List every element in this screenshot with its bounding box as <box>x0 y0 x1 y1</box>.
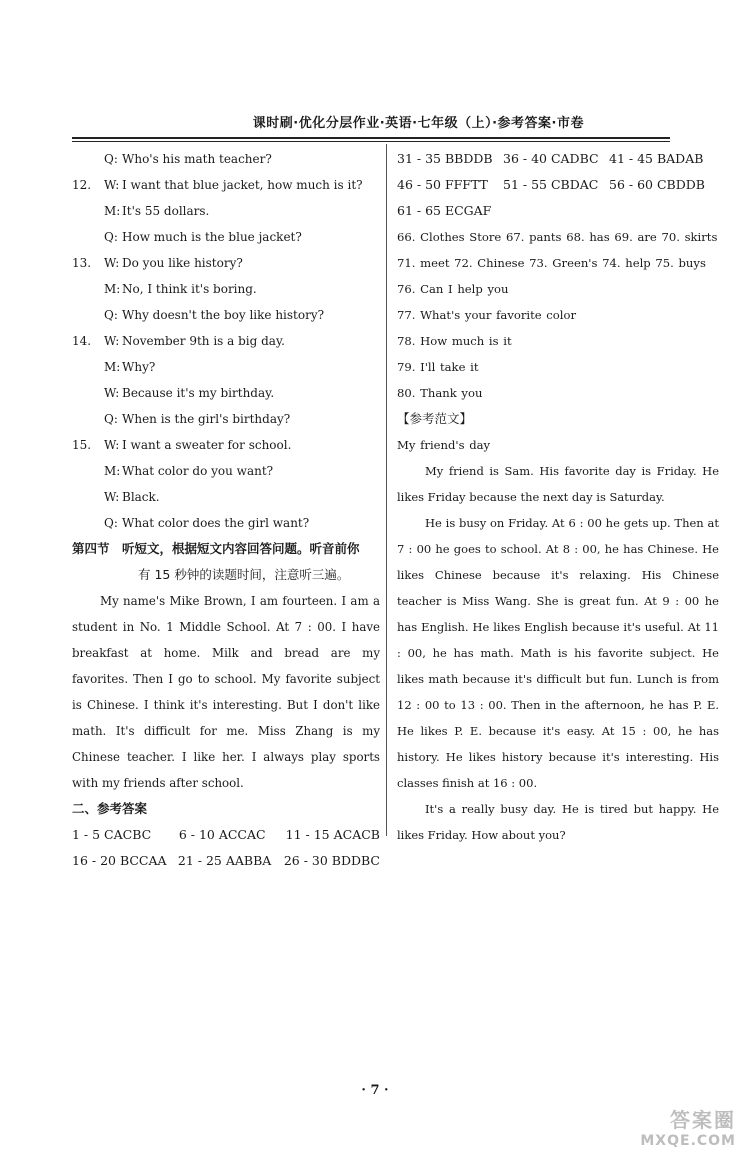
dialogue-line <box>72 354 380 380</box>
question-number: 15. <box>72 438 92 452</box>
dialogue-line <box>72 250 380 276</box>
fill-answer-row: 79. I'll take it <box>397 360 479 374</box>
answer-group: 31 - 35 BBDDB <box>397 151 493 166</box>
sample-essay-label: 【参考范文】 <box>397 411 473 426</box>
dialogue-text: I want a sweater for school. <box>122 438 292 452</box>
dialogue-line <box>72 302 380 328</box>
dialogue-text: Why? <box>122 360 156 374</box>
dialogue-text: What color do you want? <box>122 464 274 478</box>
sample-essay <box>397 458 719 848</box>
answer-group: 6 - 10 ACCAC <box>178 827 266 842</box>
speaker-label: Q: <box>104 230 118 244</box>
dialogue-text: Who's his math teacher? <box>122 152 272 166</box>
essay-paragraph: It's a really busy day. He is tired but happy. He likes Friday. How about you? <box>397 802 719 842</box>
essay-paragraph: He is busy on Friday. At 6 : 00 he gets up. Then at 7 : 00 he goes to school. At 8 : 00, he has Chinese. He likes Chinese because it's relaxing. His Chinese teacher is Miss Wang. She is great fun. At 9 : 00 he has English. He likes English because it's useful. At 11 : 00, he has math. Math is his favorite subject. He likes math because it's difficult but fun. Lunch is from 12 : 00 to 13 : 00. Then in the afternoon, he has P. E. He likes P. E. because it's easy. At 15 : 00, he has history. He likes history because it's interesting. His classes finish at 16 : 00. <box>397 516 719 790</box>
fill-answer-row: 80. Thank you <box>397 386 483 400</box>
answer-row <box>72 848 380 874</box>
section4-title: 第四节 听短文，根据短文内容回答问题。听音前你 <box>72 541 360 556</box>
answer-group: 36 - 40 CADBC <box>503 151 599 166</box>
column-divider <box>386 144 387 836</box>
answer-group: 51 - 55 CBDAC <box>503 177 599 192</box>
dialogue-text: Why doesn't the boy like history? <box>122 308 325 322</box>
speaker-label: W: <box>104 256 120 270</box>
answer-group: 41 - 45 BADAB <box>609 151 704 166</box>
fill-answer-row: 77. What's your favorite color <box>397 308 577 322</box>
speaker-label: Q: <box>104 152 118 166</box>
fill-answer-row: 78. How much is it <box>397 334 512 348</box>
dialogue-line <box>72 198 380 224</box>
dialogue-text: How much is the blue jacket? <box>122 230 302 244</box>
answer-group: 11 - 15 ACACB <box>285 827 380 842</box>
dialogue-line <box>72 406 380 432</box>
speaker-label: W: <box>104 438 120 452</box>
dialogue-line <box>72 328 380 354</box>
dialogue-line <box>72 510 380 536</box>
dialogue-text: Black. <box>122 490 160 504</box>
header-rule-thick <box>72 137 670 139</box>
answer-group: 16 - 20 BCCAA <box>72 853 167 868</box>
dialogue-text: Do you like history? <box>122 256 243 270</box>
dialogue-text: It's 55 dollars. <box>122 204 210 218</box>
speaker-label: M: <box>104 360 121 374</box>
speaker-label: W: <box>104 178 120 192</box>
answer-row <box>397 172 727 198</box>
dialogue-line <box>72 224 380 250</box>
watermark-logo <box>618 1108 736 1156</box>
left-column <box>72 146 380 874</box>
answer-group: 61 - 65 ECGAF <box>397 203 492 218</box>
section4-title-cont: 有 15 秒钟的读题时间，注意听三遍。 <box>138 567 350 582</box>
speaker-label: M: <box>104 464 121 478</box>
speaker-label: Q: <box>104 412 118 426</box>
dialogue-text: No, I think it's boring. <box>122 282 257 296</box>
dialogue-text: When is the girl's birthday? <box>122 412 291 426</box>
answer-group: 46 - 50 FFFTT <box>397 177 488 192</box>
speaker-label: Q: <box>104 308 118 322</box>
page-header: 课时刷·优化分层作业·英语·七年级（上）·参考答案·市卷 <box>252 116 584 131</box>
answer-row <box>72 822 380 848</box>
dialogue-line <box>72 146 380 172</box>
page-number: · 7 · <box>361 1083 389 1098</box>
answer-group: 26 - 30 BDDBC <box>283 853 380 868</box>
fill-answer-row: 76. Can I help you <box>397 282 509 296</box>
dialogue-text: What color does the girl want? <box>122 516 310 530</box>
speaker-label: W: <box>104 490 120 504</box>
dialogue-text: November 9th is a big day. <box>122 334 285 348</box>
speaker-label: M: <box>104 282 121 296</box>
dialogue-line <box>72 380 380 406</box>
essay-title: My friend's day <box>397 438 491 452</box>
question-number: 14. <box>72 334 92 348</box>
dialogue-line <box>72 432 380 458</box>
fill-answer-row: 66. Clothes Store 67. pants 68. has 69. are 70. skirts <box>397 230 718 244</box>
answer-group: 56 - 60 CBDDB <box>609 177 705 192</box>
speaker-label: W: <box>104 386 120 400</box>
speaker-label: W: <box>104 334 120 348</box>
listening-passage: My name's Mike Brown, I am fourteen. I am a student in No. 1 Middle School. At 7 : 00. I have breakfast at home. Milk and bread are my favorites. Then I go to school. My favorite subject is Chinese. I think it's interesting. But I don't like math. It's difficult for me. Miss Zhang is my Chinese teacher. I like her. I always play sports with my friends after school. <box>72 594 380 790</box>
question-number: 12. <box>72 178 92 192</box>
dialogue-line <box>72 172 380 198</box>
question-number: 13. <box>72 256 92 270</box>
dialogue-line <box>72 484 380 510</box>
dialogue-text: Because it's my birthday. <box>122 386 275 400</box>
answer-row <box>397 146 727 172</box>
answer-row <box>397 198 727 224</box>
fill-answer-row: 71. meet 72. Chinese 73. Green's 74. help 75. buys <box>397 256 706 270</box>
dialogue-text: I want that blue jacket, how much is it? <box>122 178 363 192</box>
dialogue-line <box>72 276 380 302</box>
watermark-url: MXQE.COM <box>640 1133 736 1149</box>
answer-group: 1 - 5 CACBC <box>72 827 152 842</box>
right-column <box>397 146 727 848</box>
answer-group: 21 - 25 AABBA <box>177 853 272 868</box>
watermark-text: 答案圈 <box>670 1108 736 1132</box>
speaker-label: Q: <box>104 516 118 530</box>
speaker-label: M: <box>104 204 121 218</box>
essay-paragraph: My friend is Sam. His favorite day is Friday. He likes Friday because the next day is Saturday. <box>397 464 719 504</box>
dialogue-line <box>72 458 380 484</box>
answers-title: 二、参考答案 <box>72 801 148 816</box>
header-rule-thin <box>72 141 670 142</box>
